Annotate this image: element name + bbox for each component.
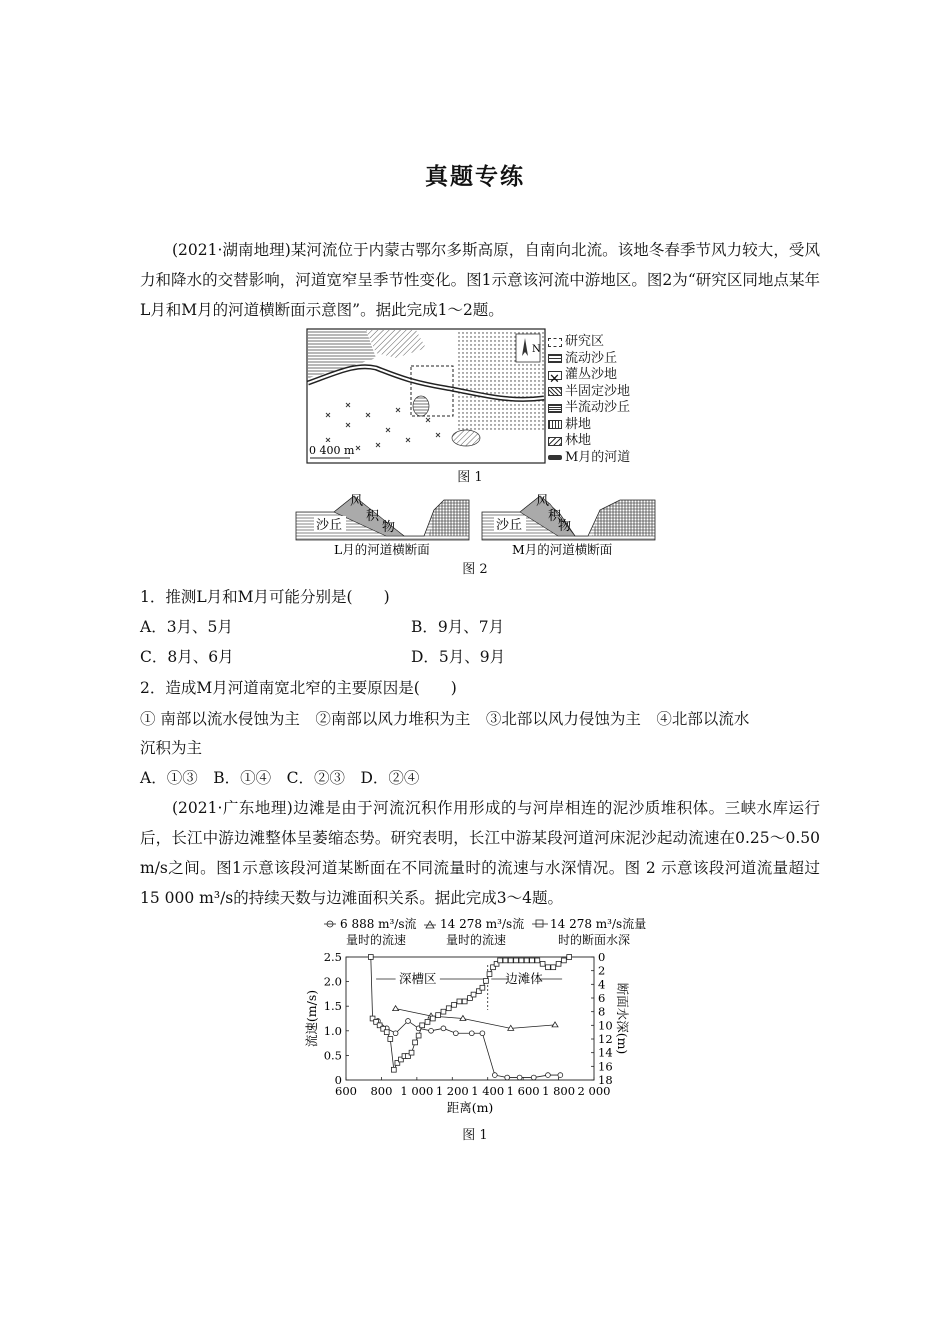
chart-caption: 图 1 — [462, 1128, 488, 1143]
semi-fixed-swatch-icon — [548, 387, 562, 396]
legend-label-2a: 14 278 m³/s流 — [440, 917, 525, 931]
figure-1-map — [306, 328, 546, 464]
data-point-square — [420, 1023, 425, 1028]
data-point-square — [452, 1002, 457, 1007]
legend-label-2b: 量时的流速 — [446, 933, 507, 947]
data-point-square — [441, 1009, 446, 1014]
y-tick-label: 0.5 — [323, 1048, 342, 1063]
chart-legend — [324, 916, 646, 947]
data-point-square — [430, 1016, 435, 1021]
intro-paragraph-2: (2021·广东地理)边滩是由于河流沉积作用形成的与河岸相连的泥沙质堆积体。三峡水库运行后，长江中游边滩整体呈萎缩态势。研究表明，长江中游某段河道河床泥沙起动流速在0.25～0.50 m/s之间。图1示意该段河道某断面在不同流量时的流速与水深情况。图 2 示意该段河道流量超过15 000 m³/s的持续天数与边滩面积关系。据此完成3～4题。 — [140, 799, 820, 907]
map-scale: 0 400 m — [309, 444, 355, 457]
river-swatch-icon — [548, 455, 562, 460]
svg-text:风: 风 — [536, 494, 550, 509]
legend-label-3b: 时的断面水深 — [558, 933, 631, 947]
question-1-option-c: C．8月、6月 — [140, 648, 234, 666]
north-label: N — [532, 344, 541, 355]
y-axis-label: 流速(m/s) — [304, 989, 319, 1048]
data-point-square — [471, 992, 476, 997]
legend-item: ✕ 灌丛沙地 — [549, 367, 618, 387]
data-point-triangle — [393, 1006, 399, 1011]
legend-triangle-icon — [426, 921, 434, 928]
data-point-square — [436, 1013, 441, 1018]
question-1-option-b: B．9月、7月 — [411, 618, 505, 636]
forest-swatch-icon — [548, 437, 562, 446]
y-right-tick-label: 8 — [598, 1004, 606, 1019]
y-right-tick-label: 10 — [598, 1018, 613, 1033]
page-title: 真题专练 — [425, 163, 525, 190]
data-point-square — [487, 972, 492, 977]
y-tick-label: 0 — [334, 1073, 342, 1087]
legend-square-icon — [536, 920, 543, 927]
legend-item: 流动沙丘 — [548, 351, 630, 368]
data-point-square — [561, 958, 566, 963]
data-point-circle — [531, 1075, 536, 1080]
svg-text:积: 积 — [548, 509, 562, 524]
data-point-square — [551, 965, 556, 970]
legend-item: 研究区 — [548, 334, 630, 351]
x-tick-label: 1 200 — [435, 1084, 469, 1098]
data-point-square — [535, 958, 540, 963]
data-point-circle — [505, 1075, 510, 1080]
legend-label-1a: 6 888 m³/s流 — [340, 917, 417, 931]
l-month-section — [296, 494, 469, 540]
x-tick-label: 1 600 — [506, 1084, 540, 1098]
question-2-stem: 2．造成M月河道南宽北窄的主要原因是( ) — [140, 679, 457, 697]
data-point-circle — [517, 1075, 522, 1080]
data-point-square — [540, 961, 545, 966]
legend-item: 林地 — [548, 433, 630, 450]
legend-label-3a: 14 278 m³/s流量 — [550, 917, 647, 931]
zone-label-point-bar: 边滩体 — [505, 971, 543, 986]
data-point-circle — [429, 1028, 434, 1033]
y-right-tick-label: 12 — [598, 1032, 613, 1046]
x-tick-label: 800 — [370, 1084, 393, 1098]
flow-depth-chart — [296, 912, 647, 1142]
y-tick-label: 2.0 — [323, 974, 342, 989]
svg-text:风: 风 — [350, 494, 364, 509]
data-point-square — [391, 1067, 396, 1072]
data-point-square — [480, 985, 485, 990]
data-point-triangle — [552, 1022, 558, 1027]
mobile-dune-swatch-icon — [548, 354, 562, 363]
l-section-label: L月的河道横断面 — [334, 542, 430, 557]
svg-text:物: 物 — [382, 520, 396, 535]
data-point-circle — [406, 1019, 411, 1024]
data-point-square — [368, 955, 373, 960]
y-right-tick-label: 18 — [598, 1073, 613, 1087]
plot-frame — [346, 957, 594, 1080]
question-2-options-line-1: ① 南部以流水侵蚀为主 ②南部以风力堆积为主 ③北部以风力侵蚀为主 ④北部以流水 — [140, 710, 750, 728]
y-right-tick-label: 4 — [598, 977, 606, 992]
data-point-square — [503, 958, 508, 963]
series-line-1 — [378, 1021, 560, 1078]
data-point-circle — [453, 1031, 458, 1036]
intro-paragraph-1: (2021·湖南地理)某河流位于内蒙古鄂尔多斯高原，自南向北流。该地冬春季节风力较大，受风力和降水的交替影响，河道宽窄呈季节性变化。图1示意该河流中游地区。图2为“研究区同地点某年L月和M月的河道横断面示意图”。据此完成1～2题。 — [140, 241, 820, 319]
shrub-sand-swatch-icon: ✕ — [548, 371, 562, 380]
x-axis-label: 距离(m) — [446, 1100, 494, 1115]
legend-label-1b: 量时的流速 — [346, 933, 407, 947]
zone-label-deep-channel: 深槽区 — [398, 971, 437, 986]
x-tick-label: 1 800 — [542, 1084, 576, 1098]
study-area-swatch-icon — [548, 338, 562, 347]
data-point-square — [446, 1006, 451, 1011]
data-point-square — [546, 965, 551, 970]
y-tick-label: 2.5 — [323, 950, 342, 964]
data-point-square — [388, 1037, 393, 1042]
data-point-square — [508, 958, 513, 963]
x-tick-label: 1 000 — [400, 1084, 434, 1098]
legend-item: 耕地 — [548, 417, 630, 434]
figure-2-caption: 图 2 — [462, 562, 488, 577]
y-tick-label: 1.0 — [323, 1023, 342, 1038]
y-right-tick-label: 14 — [598, 1045, 613, 1060]
question-1-option-a: A．3月、5月 — [140, 618, 233, 636]
data-point-circle — [558, 1073, 563, 1078]
y-right-axis-label: 断面水深(m) — [615, 982, 630, 1055]
x-tick-label: 2 000 — [577, 1084, 611, 1098]
data-point-square — [514, 958, 519, 963]
farmland-swatch-icon — [548, 420, 562, 429]
y-right-tick-label: 16 — [598, 1059, 613, 1074]
y-right-tick-label: 0 — [598, 950, 606, 964]
x-tick-label: 600 — [335, 1084, 357, 1098]
data-point-circle — [441, 1026, 446, 1031]
data-point-circle — [480, 1031, 485, 1036]
question-2-options-line-2: 沉积为主 — [140, 739, 203, 757]
data-point-square — [409, 1050, 414, 1055]
data-point-circle — [546, 1073, 551, 1078]
y-right-tick-label: 2 — [598, 963, 606, 978]
legend-item: M月的河道 — [548, 450, 630, 467]
svg-text:沙丘: 沙丘 — [496, 518, 523, 533]
data-point-square — [462, 999, 467, 1004]
svg-text:积: 积 — [366, 509, 380, 524]
y-tick-label: 1.5 — [323, 999, 342, 1014]
data-point-circle — [469, 1031, 474, 1036]
svg-text:沙丘: 沙丘 — [316, 518, 343, 533]
data-point-square — [530, 958, 535, 963]
y-right-tick-label: 6 — [598, 991, 606, 1005]
data-point-square — [416, 1033, 421, 1038]
data-point-circle — [492, 1073, 497, 1078]
data-point-square — [457, 999, 462, 1004]
data-point-square — [524, 958, 529, 963]
question-2-answers: A．①③ B．①④ C．②③ D．②④ — [140, 769, 420, 787]
data-point-square — [556, 961, 561, 966]
semi-mobile-swatch-icon — [548, 404, 562, 413]
data-point-square — [425, 1020, 430, 1025]
data-point-square — [413, 1040, 418, 1045]
question-1-stem: 1．推测L月和M月可能分别是( ) — [140, 588, 390, 606]
data-point-circle — [393, 1031, 398, 1036]
m-section-label: M月的河道横断面 — [512, 542, 613, 557]
figure-1-caption: 图 1 — [457, 470, 483, 485]
data-point-square — [519, 958, 524, 963]
figure-1-legend — [548, 334, 630, 466]
data-point-square — [384, 1030, 389, 1035]
figure-2-sections — [294, 490, 656, 560]
data-point-square — [567, 955, 572, 960]
legend-item: 半流动沙丘 — [548, 400, 630, 417]
data-point-square — [498, 958, 503, 963]
legend-item: 半固定沙地 — [548, 384, 630, 401]
svg-text:物: 物 — [558, 519, 572, 534]
x-tick-label: 1 400 — [471, 1084, 505, 1098]
data-point-square — [484, 979, 489, 984]
m-month-section — [482, 494, 655, 540]
question-1-option-d: D．5月、9月 — [411, 648, 506, 666]
